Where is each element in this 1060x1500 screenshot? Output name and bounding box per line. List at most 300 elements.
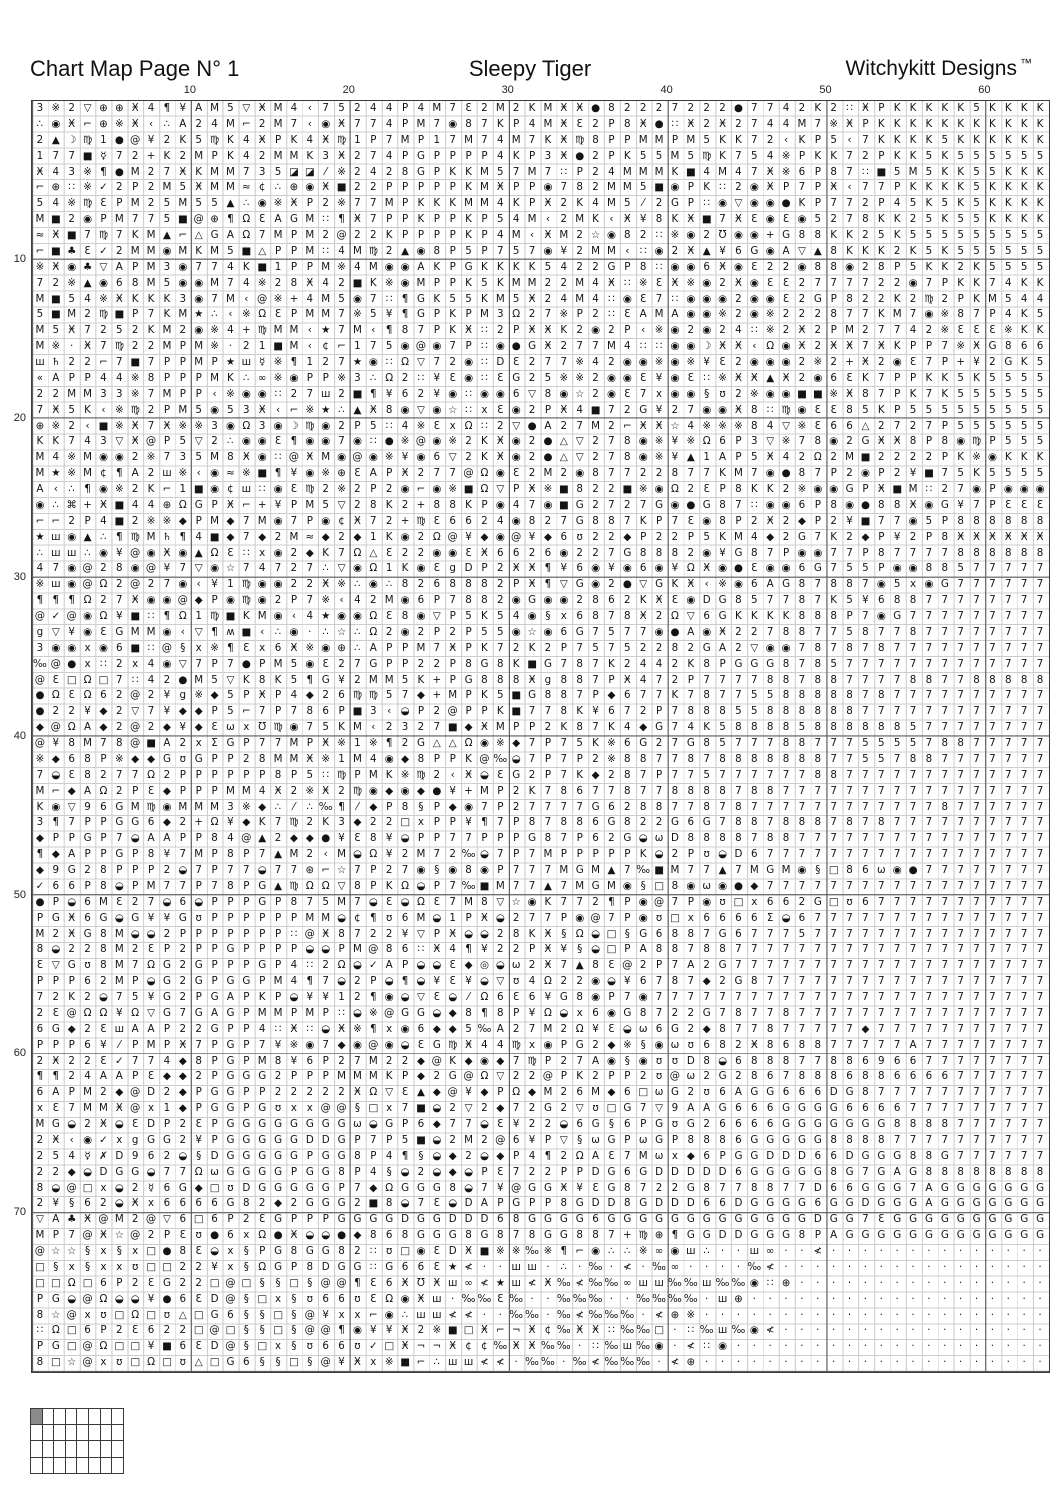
grid-cell: Ɛ <box>195 1292 202 1305</box>
grid-cell: 7 <box>687 991 695 1003</box>
grid-cell: 5 <box>163 213 171 226</box>
grid-cell: 2 <box>179 1324 187 1337</box>
grid-cell: x <box>195 737 202 749</box>
grid-cell: G <box>750 1149 759 1162</box>
grid-cell: G <box>813 895 822 908</box>
grid-cell: 7 <box>814 1006 822 1019</box>
grid-cell: 2 <box>576 324 583 337</box>
grid-cell: @ <box>542 1070 554 1083</box>
grid-cell: 7 <box>830 959 837 972</box>
grid-cell: G <box>543 1213 552 1226</box>
grid-cell: 7 <box>481 117 488 130</box>
grid-cell: M <box>479 784 489 797</box>
grid-cell: 5 <box>989 260 996 273</box>
grid-cell: 6 <box>846 1181 853 1194</box>
grid-cell: 5 <box>751 149 758 162</box>
grid-cell: A <box>592 1149 600 1162</box>
grid-cell: ※ <box>146 514 156 527</box>
grid-cell: 6 <box>100 1276 107 1289</box>
grid-cell: ¥ <box>211 1260 218 1273</box>
grid-cell: P <box>417 229 425 241</box>
grid-cell: ◒ <box>146 975 156 988</box>
grid-cell: 7 <box>1020 562 1028 575</box>
grid-cell: 7 <box>370 213 377 226</box>
grid-cell: ◉ <box>797 864 807 876</box>
grid-cell: ◉ <box>67 562 77 575</box>
grid-cell: P <box>227 1213 234 1226</box>
grid-cell: 7 <box>830 641 837 654</box>
grid-cell: ∷ <box>671 292 679 305</box>
grid-cell: 7 <box>925 800 933 813</box>
grid-cell: ■ <box>590 403 601 416</box>
grid-cell: 8 <box>608 102 615 114</box>
grid-cell: ‹ <box>101 403 106 416</box>
grid-cell: M <box>67 387 77 400</box>
grid-cell: Ɛ <box>640 292 647 305</box>
grid-cell: 7 <box>862 340 869 353</box>
grid-cell: G <box>924 1229 933 1242</box>
grid-cell: ∷ <box>274 387 282 400</box>
grid-cell: ※ <box>353 1022 362 1035</box>
grid-cell: P <box>497 784 504 797</box>
grid-cell: ■ <box>701 213 712 226</box>
grid-cell: P <box>687 197 694 210</box>
grid-cell: 6 <box>624 689 631 702</box>
grid-cell: 7 <box>909 689 917 702</box>
grid-cell: G <box>226 975 235 988</box>
grid-cell: ¥ <box>433 387 441 400</box>
grid-cell: 8 <box>449 578 456 591</box>
grid-cell: ∷ <box>322 213 329 226</box>
grid-cell: ♣ <box>67 244 77 257</box>
grid-cell: 8 <box>290 276 298 289</box>
grid-cell: K <box>719 530 726 543</box>
grid-cell: ■ <box>193 483 204 495</box>
grid-cell: 7 <box>878 387 885 400</box>
grid-cell: ‹ <box>307 102 312 114</box>
grid-cell: P <box>370 975 377 988</box>
grid-cell: P <box>465 340 472 353</box>
grid-cell: P <box>481 229 488 241</box>
grid-cell: ◉ <box>1035 483 1045 495</box>
grid-cell: M <box>305 911 315 924</box>
grid-cell: 2 <box>36 1006 44 1019</box>
grid-cell: 6 <box>846 1102 853 1115</box>
grid-cell: 7 <box>608 498 615 511</box>
grid-cell: ■ <box>241 625 252 638</box>
grid-cell: A <box>639 943 647 956</box>
grid-cell: ※ <box>337 578 346 591</box>
grid-cell: ※ <box>543 1245 553 1257</box>
grid-cell: K <box>496 705 504 718</box>
grid-cell: P <box>370 133 377 146</box>
grid-cell: 7 <box>941 1102 949 1115</box>
grid-cell: 8 <box>846 864 853 876</box>
grid-cell: 7 <box>1020 721 1028 734</box>
grid-cell: 2 <box>798 356 806 368</box>
grid-cell: 2 <box>116 657 123 670</box>
grid-cell: ● <box>860 498 870 511</box>
grid-cell: ◉ <box>686 879 696 892</box>
grid-cell: ※ <box>813 356 823 368</box>
grid-cell: 8 <box>893 721 901 734</box>
grid-cell: P <box>36 1292 44 1305</box>
grid-cell: 7 <box>973 784 980 797</box>
grid-cell: 8 <box>766 1054 774 1067</box>
grid-cell: @ <box>511 1181 522 1194</box>
grid-cell: x <box>259 546 266 559</box>
grid-cell: 7 <box>131 1054 139 1067</box>
grid-cell: Ω <box>51 1324 60 1337</box>
grid-cell: ¥ <box>465 975 472 988</box>
grid-cell: 8 <box>227 879 234 892</box>
grid-cell: 7 <box>576 895 583 908</box>
grid-cell: ¥ <box>719 244 726 257</box>
grid-cell: Ɛ <box>147 784 155 797</box>
grid-cell: « <box>36 371 44 384</box>
grid-cell: 7 <box>560 356 568 368</box>
grid-cell: ¥ <box>528 1133 536 1146</box>
grid-cell: 7 <box>893 705 901 718</box>
grid-cell: M <box>575 213 585 226</box>
grid-cell: 2 <box>544 514 552 527</box>
grid-cell: ◆ <box>162 816 171 829</box>
grid-cell: 8 <box>846 1054 853 1067</box>
grid-cell: 8 <box>401 800 409 813</box>
grid-cell: □ <box>225 1324 236 1337</box>
grid-cell: 8 <box>290 1245 298 1257</box>
grid-cell: ¶ <box>227 213 234 226</box>
grid-cell: 8 <box>735 800 742 813</box>
grid-cell: G <box>115 816 124 829</box>
grid-cell: 8 <box>766 673 774 686</box>
grid-cell: ◉ <box>606 1006 616 1019</box>
grid-cell: 8 <box>766 752 774 765</box>
grid-cell: ∴ <box>322 562 329 575</box>
grid-cell: 7 <box>528 705 536 718</box>
grid-cell: 7 <box>973 1006 980 1019</box>
grid-cell: K <box>877 133 885 146</box>
grid-cell: G <box>766 1197 775 1210</box>
grid-cell: P <box>544 737 552 749</box>
grid-cell: 8 <box>862 625 869 638</box>
grid-cell: · <box>895 1308 899 1321</box>
grid-cell: Ɛ <box>751 260 758 273</box>
grid-cell: M <box>289 340 299 353</box>
grid-cell: 7 <box>1036 959 1044 972</box>
grid-cell: 7 <box>1036 1133 1044 1146</box>
grid-cell: G <box>845 1213 854 1226</box>
grid-cell: ∷ <box>131 673 139 686</box>
grid-cell: ◉ <box>797 403 807 416</box>
grid-cell: P <box>259 975 266 988</box>
grid-cell: K <box>941 213 949 226</box>
grid-cell: P <box>386 1133 393 1146</box>
grid-cell: ◉ <box>733 578 743 591</box>
grid-cell: 7 <box>1036 800 1044 813</box>
grid-cell: A <box>226 229 234 241</box>
grid-cell: K <box>941 181 949 194</box>
grid-cell: · <box>832 1292 836 1305</box>
grid-cell: Ɛ <box>433 514 440 527</box>
grid-cell: 7 <box>989 975 996 988</box>
grid-cell: G <box>639 737 648 749</box>
grid-cell: Ӿ <box>353 514 361 527</box>
grid-cell: ¶ <box>544 1149 552 1162</box>
grid-cell: 4 <box>147 657 155 670</box>
grid-cell: ◉ <box>670 1245 680 1257</box>
grid-cell: 7 <box>878 784 885 797</box>
grid-cell: ✗ <box>99 1149 108 1162</box>
grid-cell: ◉ <box>749 197 759 210</box>
grid-cell: 8 <box>624 229 631 241</box>
grid-cell: 2 <box>274 1086 282 1099</box>
grid-cell: 8 <box>909 752 917 765</box>
grid-cell: ≮ <box>480 1276 489 1289</box>
grid-cell: P <box>592 689 599 702</box>
grid-cell: 7 <box>687 800 695 813</box>
grid-cell: 4 <box>528 117 536 130</box>
grid-cell: 6 <box>639 975 647 988</box>
grid-cell: P <box>513 1006 520 1019</box>
grid-cell: P <box>894 181 901 194</box>
grid-cell: 6 <box>211 1197 218 1210</box>
grid-cell: ‹ <box>784 133 789 146</box>
grid-cell: 7 <box>814 848 822 861</box>
grid-cell: P <box>513 848 520 861</box>
grid-cell: △ <box>258 244 267 257</box>
grid-cell: Ӿ <box>131 1197 139 1210</box>
grid-cell: 7 <box>925 737 933 749</box>
grid-cell: G <box>369 1213 378 1226</box>
grid-cell: ¥ <box>116 610 123 622</box>
grid-cell: 5 <box>751 705 758 718</box>
grid-cell: § <box>624 927 630 940</box>
grid-cell: K <box>1020 165 1028 178</box>
grid-cell: ◒ <box>479 927 489 940</box>
grid-cell: 1 <box>354 133 361 146</box>
grid-cell: ◆ <box>194 1181 203 1194</box>
grid-cell: ‹ <box>387 705 392 718</box>
grid-cell: 7 <box>687 403 695 416</box>
grid-cell: 7 <box>52 562 60 575</box>
grid-cell: 5 <box>512 244 520 257</box>
grid-cell: 5 <box>36 197 44 210</box>
grid-cell: 7 <box>655 991 663 1003</box>
grid-cell: 8 <box>100 927 107 940</box>
grid-cell: △ <box>559 435 568 448</box>
grid-cell: 2 <box>671 657 679 670</box>
grid-cell: ▽ <box>416 356 425 368</box>
grid-cell: 2 <box>687 1022 695 1035</box>
grid-cell: ◉ <box>765 292 775 305</box>
grid-cell: 7 <box>893 800 901 813</box>
grid-cell: ‹ <box>625 244 630 257</box>
grid-cell: ◒ <box>146 927 156 940</box>
grid-cell: 1 <box>274 260 282 273</box>
grid-cell: Ӿ <box>798 340 806 353</box>
grid-cell: K <box>750 483 758 495</box>
grid-cell: ◉ <box>511 514 521 527</box>
grid-cell: 7 <box>989 594 996 607</box>
grid-cell: ‰ <box>715 1276 730 1289</box>
grid-cell: 5 <box>925 149 933 162</box>
grid-cell: 8 <box>401 578 409 591</box>
grid-cell: 7 <box>1036 657 1044 670</box>
grid-cell: 7 <box>544 165 552 178</box>
grid-cell: ◆ <box>448 800 457 813</box>
grid-cell: 7 <box>941 721 949 734</box>
grid-cell: 7 <box>1036 1022 1044 1035</box>
grid-cell: ■ <box>66 229 77 241</box>
grid-cell: 7 <box>560 768 568 781</box>
grid-cell: 7 <box>751 673 758 686</box>
grid-cell: 5 <box>449 292 456 305</box>
grid-cell: G <box>845 1165 854 1178</box>
grid-cell: M <box>273 117 283 130</box>
grid-cell: G <box>67 959 76 972</box>
grid-cell: 8 <box>989 1165 996 1178</box>
grid-cell: @ <box>447 1086 458 1099</box>
grid-cell: 5 <box>163 197 171 210</box>
grid-cell: G <box>1004 1213 1013 1226</box>
grid-cell: ※ <box>956 340 965 353</box>
grid-cell: ※ <box>384 276 394 289</box>
grid-cell: 2 <box>830 514 837 527</box>
grid-cell: Ӿ <box>861 102 869 114</box>
grid-cell: ▲ <box>766 371 775 384</box>
grid-cell: 7 <box>925 879 933 892</box>
grid-cell: M <box>479 181 489 194</box>
grid-cell: Ӿ <box>242 451 250 464</box>
grid-cell: · <box>863 1245 868 1257</box>
grid-cell: □ <box>50 1276 61 1289</box>
grid-cell: 2 <box>354 181 361 194</box>
grid-cell: △ <box>432 737 441 749</box>
grid-cell: □ <box>606 1102 617 1115</box>
grid-cell: 7 <box>576 340 583 353</box>
grid-cell: 7 <box>703 752 710 765</box>
grid-cell: Ӿ <box>544 959 552 972</box>
grid-cell: Ω <box>337 959 346 972</box>
grid-cell: P <box>513 1149 520 1162</box>
grid-cell: G <box>147 1133 156 1146</box>
grid-cell: P <box>259 911 266 924</box>
grid-cell: ≈ <box>226 467 235 480</box>
grid-cell: 7 <box>925 959 933 972</box>
grid-cell: □ <box>66 1324 77 1337</box>
grid-cell: P <box>449 657 456 670</box>
grid-cell: 8 <box>719 784 726 797</box>
grid-cell: Ӿ <box>306 451 314 464</box>
grid-cell: ● <box>114 165 124 178</box>
grid-cell: 7 <box>1036 737 1044 749</box>
grid-cell: ● <box>511 340 521 353</box>
grid-cell: 2 <box>385 721 393 734</box>
grid-cell: 2 <box>497 927 504 940</box>
grid-cell: 7 <box>941 594 949 607</box>
grid-cell: ※ <box>495 1245 505 1257</box>
grid-cell: · <box>1006 1292 1010 1305</box>
grid-cell: ※ <box>797 483 807 495</box>
grid-cell: ▽ <box>575 1102 584 1115</box>
grid-cell: ◉ <box>321 419 331 432</box>
grid-cell: 8 <box>941 530 949 543</box>
grid-cell: 7 <box>211 260 218 273</box>
grid-cell: 7 <box>941 752 949 765</box>
grid-cell: 2 <box>385 514 393 527</box>
grid-cell: 4 <box>1036 292 1044 305</box>
grid-cell: 2 <box>497 324 504 337</box>
grid-cell: ¥ <box>163 911 171 924</box>
grid-cell: ‹ <box>276 403 281 416</box>
grid-cell: ▽ <box>67 800 76 813</box>
grid-cell: Ӿ <box>512 562 520 575</box>
grid-cell: ■ <box>654 181 664 194</box>
grid-cell: 7 <box>608 435 615 448</box>
grid-cell: ▽ <box>337 498 346 511</box>
grid-cell: @ <box>209 1324 220 1337</box>
grid-cell: ∷ <box>243 546 250 559</box>
grid-cell: 4 <box>306 133 314 146</box>
grid-cell: P <box>306 737 313 749</box>
grid-cell: K <box>862 244 869 257</box>
grid-cell: 5 <box>306 768 314 781</box>
grid-cell: 5 <box>227 403 234 416</box>
grid-cell: 8 <box>401 610 409 622</box>
grid-cell: ‰ <box>461 1292 476 1305</box>
grid-cell: x <box>354 1308 361 1321</box>
grid-cell: § <box>577 1133 583 1146</box>
grid-cell: 7 <box>862 911 869 924</box>
grid-cell: 9 <box>52 864 60 876</box>
grid-cell: M <box>35 324 45 337</box>
grid-cell: 2 <box>878 451 885 464</box>
grid-cell: 5 <box>1005 371 1012 384</box>
grid-cell: Ӿ <box>131 435 139 448</box>
grid-cell: 2 <box>846 467 853 480</box>
grid-cell: 6 <box>893 1070 901 1083</box>
grid-cell: K <box>163 292 171 305</box>
grid-cell: 8 <box>782 673 790 686</box>
grid-cell: 2 <box>433 657 441 670</box>
grid-cell: ∷ <box>322 768 329 781</box>
grid-cell: ≮ <box>813 1245 823 1257</box>
grid-cell: ◉ <box>432 403 442 416</box>
grid-cell: ◉ <box>527 610 537 622</box>
grid-cell: 5 <box>989 229 996 241</box>
grid-cell: 8 <box>830 165 837 178</box>
grid-cell: G <box>1036 1181 1045 1194</box>
grid-cell: ¥ <box>973 356 980 368</box>
grid-cell: 7 <box>925 1038 933 1051</box>
grid-cell: 8 <box>624 768 631 781</box>
grid-cell: ¥ <box>147 991 155 1003</box>
grid-cell: K <box>909 102 917 114</box>
grid-cell: 8 <box>957 546 964 559</box>
grid-cell: 6 <box>782 1086 790 1099</box>
grid-cell: 7 <box>751 467 758 480</box>
grid-cell: 7 <box>798 673 806 686</box>
grid-cell: 7 <box>814 1054 822 1067</box>
grid-cell: P <box>513 578 520 591</box>
grid-cell: G <box>718 959 727 972</box>
grid-cell: ≈ <box>305 530 315 543</box>
grid-cell: P <box>640 1118 647 1130</box>
grid-cell: ☆ <box>527 625 537 638</box>
grid-cell: 2 <box>179 1260 187 1273</box>
grid-cell: 7 <box>179 1165 187 1178</box>
